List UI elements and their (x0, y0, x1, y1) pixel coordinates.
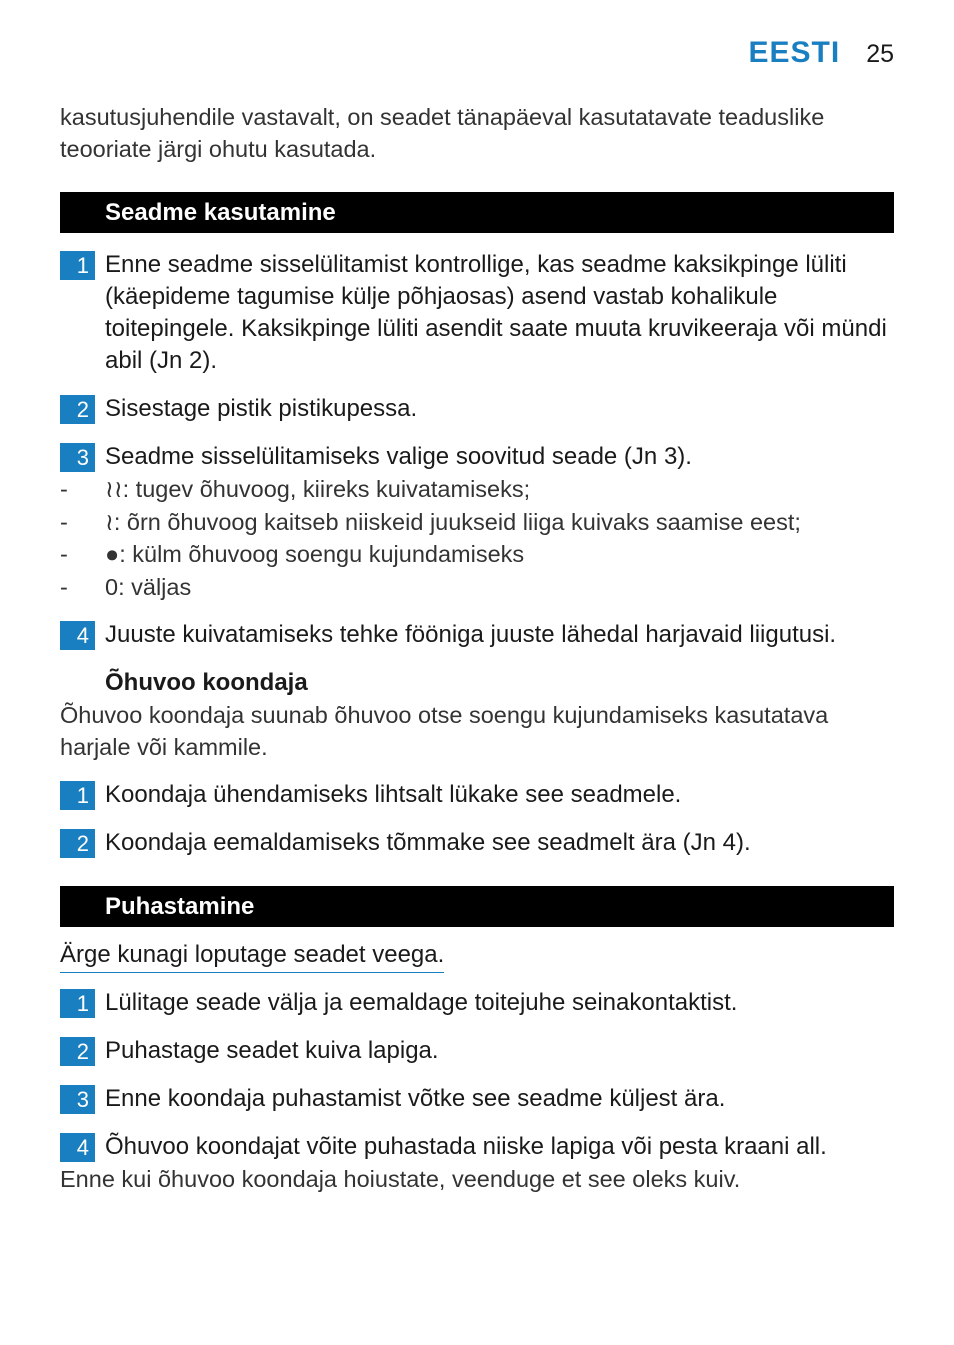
step-text: Sisestage pistik pistikupessa. (105, 395, 418, 422)
usage-step (60, 249, 894, 377)
step-number: 4 (60, 1133, 95, 1162)
step-number: 3 (60, 1085, 95, 1114)
language-label: EESTI (748, 36, 841, 69)
intro-paragraph: kasutusjuhendile vastavalt, on seadet tänapäeval kasutatavate teaduslike teooriate järgi ohutu kasutada. (60, 104, 825, 162)
page-number: 25 (866, 40, 894, 68)
step-number: 1 (60, 781, 95, 810)
step-text: Koondaja ühendamiseks lihtsalt lükake see seadmele. (105, 781, 682, 808)
step-text: Puhastage seadet kuiva lapiga. (105, 1037, 439, 1064)
step-text: Seadme sisselülitamiseks valige soovitud seade (Jn 3). (105, 443, 692, 470)
cool-shot-icon: ● (105, 541, 120, 567)
list-item (60, 571, 894, 604)
step-text: Koondaja eemaldamiseks tõmmake see seadmelt ära (Jn 4). (105, 829, 751, 856)
cleaning-step (60, 987, 894, 1019)
step-text: Lülitage seade välja ja eemaldage toitejuhe seinakontaktist. (105, 989, 738, 1016)
concentrator-step (60, 827, 894, 859)
step-number: 1 (60, 989, 95, 1018)
list-item (60, 538, 894, 571)
list-item-text: : külm õhuvoog soengu kujundamiseks (119, 541, 525, 567)
page-header (748, 36, 894, 70)
step-number: 3 (60, 443, 95, 472)
warning-text: Ärge kunagi loputage seadet veega. (60, 939, 444, 973)
list-item-text: : väljas (118, 573, 192, 600)
subsection-title: Õhuvoo koondaja (105, 669, 308, 696)
step-text: Enne seadme sisselülitamist kontrollige, kas seadme kaksikpinge lüliti (käepideme tagumise külje põhjaosas) asend vastab kohalikule toitepingele. Kaksikpinge lüliti asendit saate muuta kruvikeeraja või mündi abil (Jn 2). (105, 251, 887, 374)
cleaning-step (60, 1035, 894, 1067)
step-text: Juuste kuivatamiseks tehke fööniga juuste lähedal harjavaid liigutusi. (105, 621, 837, 648)
step-number: 1 (60, 251, 95, 280)
cleaning-step (60, 1083, 894, 1115)
list-item-text: : õrn õhuvoog kaitseb niiskeid juukseid liiga kuivaks saamise eest; (113, 508, 801, 535)
section-header-cleaning: Puhastamine (60, 886, 894, 927)
cleaning-note: Enne kui õhuvoo koondaja hoiustate, veenduge et see oleks kuiv. (60, 1166, 741, 1192)
list-dash: - (60, 476, 68, 502)
step-number: 2 (60, 395, 95, 424)
list-item (60, 473, 894, 506)
airflow-strong-icon: ≀≀ (105, 476, 123, 502)
off-setting-icon: 0 (105, 573, 119, 600)
warning-row (60, 939, 894, 973)
list-item-text: : tugev õhuvoog, kiireks kuivatamiseks; (122, 476, 531, 502)
section-header-usage: Seadme kasutamine (60, 192, 894, 233)
usage-step (60, 619, 894, 651)
usage-step (60, 441, 894, 473)
step-text: Enne koondaja puhastamist võtke see seadme küljest ära. (105, 1085, 726, 1112)
list-dash: - (60, 508, 68, 535)
step-number: 2 (60, 1037, 95, 1066)
setting-list (60, 473, 894, 603)
airflow-gentle-icon: ≀ (105, 508, 114, 535)
usage-step (60, 393, 894, 425)
concentrator-step (60, 779, 894, 811)
concentrator-description: Õhuvoo koondaja suunab õhuvoo otse soengu kujundamiseks kasutatava harjale või kammile. (60, 702, 829, 760)
list-dash: - (60, 541, 68, 567)
step-number: 2 (60, 829, 95, 858)
list-dash: - (60, 573, 68, 600)
step-text: Õhuvoo koondajat võite puhastada niiske lapiga või pesta kraani all. (105, 1133, 827, 1160)
cleaning-step (60, 1131, 894, 1163)
page-content (60, 101, 894, 1195)
step-number: 4 (60, 621, 95, 650)
list-item (60, 506, 894, 539)
